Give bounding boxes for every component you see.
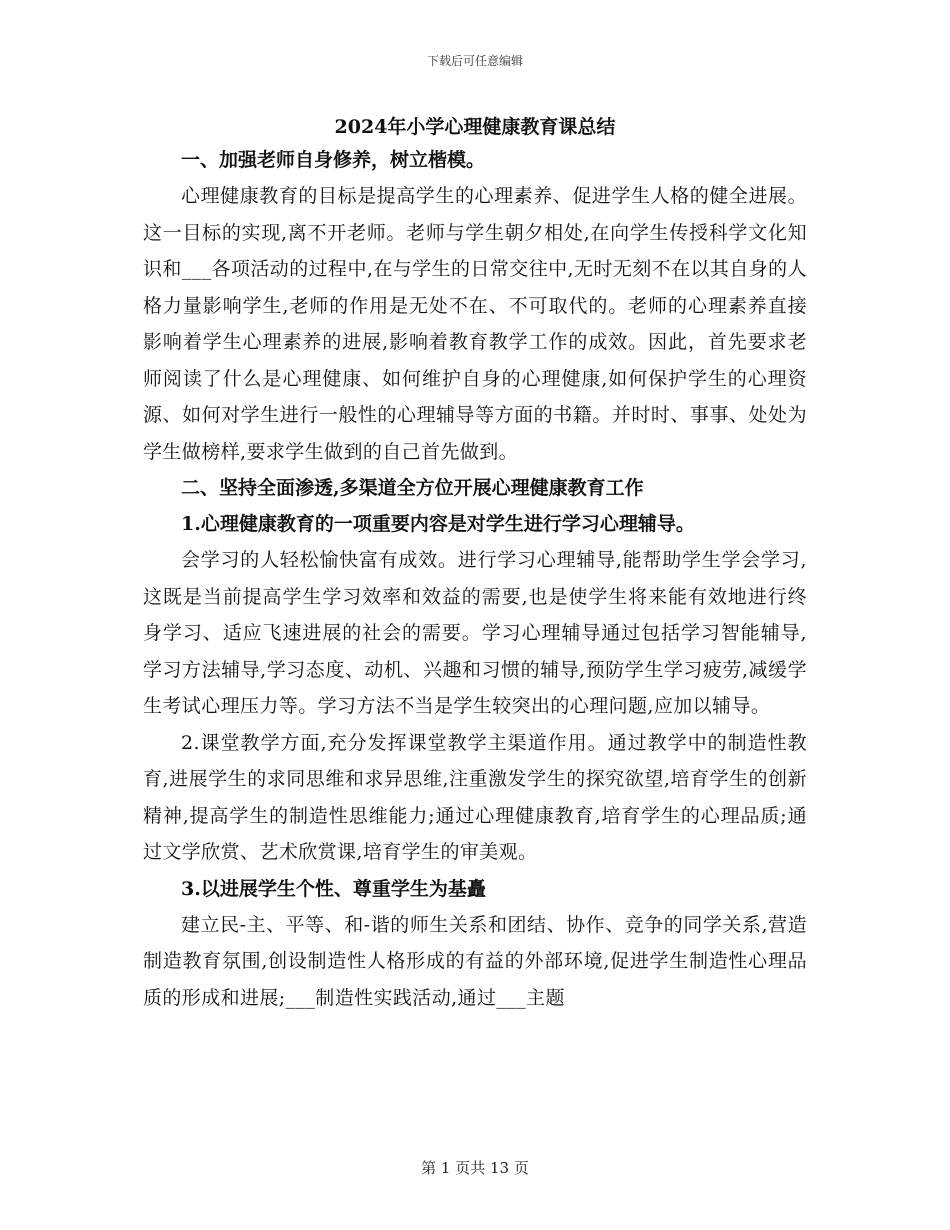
paragraph: 建立民-主、平等、和-谐的师生关系和团结、协作、竞争的同学关系,营造制造教育氛围,创设制造性人格形成的有益的外部环境,促进学生制造性心理品质的形成和进展;___制造性实践活动,通过___主题 bbox=[143, 913, 807, 1009]
page-header: 下载后可任意编辑 bbox=[426, 54, 523, 68]
page-footer: 第 1 页共 13 页 bbox=[421, 1159, 529, 1177]
section-heading: 3.以进展学生个性、尊重学生为基矗 bbox=[181, 877, 486, 900]
document-body bbox=[143, 112, 807, 1016]
paragraph: 会学习的人轻松愉快富有成效。进行学习心理辅导,能帮助学生学会学习,这既是当前提高学生学习效率和效益的需要,也是使学生将来能有效地进行终身学习、适应飞速进展的社会的需要。学习心理辅导通过包括学习智能辅导,学习方法辅导,学习态度、动机、兴趣和习惯的辅导,预防学生学习疲劳,减缓学生考试心理压力等。学习方法不当是学生较突出的心理问题,应加以辅导。 bbox=[143, 549, 807, 717]
paragraph: 2.课堂教学方面,充分发挥课堂教学主渠道作用。通过教学中的制造性教育,进展学生的求同思维和求异思维,注重激发学生的探究欲望,培育学生的创新精神,提高学生的制造性思维能力;通过心理健康教育,培育学生的心理品质;通过文学欣赏、艺术欣赏课,培育学生的审美观。 bbox=[143, 731, 807, 863]
section-heading: 1.心理健康教育的一项重要内容是对学生进行学习心理辅导。 bbox=[181, 513, 695, 535]
section-heading: 二、坚持全面渗透,多渠道全方位开展心理健康教育工作 bbox=[181, 477, 644, 499]
section-heading: 一、加强老师自身修养，树立楷模。 bbox=[181, 149, 486, 171]
document-title: 2024年小学心理健康教育课总结 bbox=[334, 116, 616, 138]
paragraph: 心理健康教育的目标是提高学生的心理素养、促进学生人格的健全进展。这一目标的实现,离不开老师。老师与学生朝夕相处,在向学生传授科学文化知识和___各项活动的过程中,在与学生的日常交往中,无时无刻不在以其自身的人格力量影响学生,老师的作用是无处不在、不可取代的。老师的心理素养直接影响着学生心理素养的进展,影响着教育教学工作的成效。因此，首先要求老师阅读了什么是心理健康、如何维护自身的心理健康,如何保护学生的心理资源、如何对学生进行一般性的心理辅导等方面的书籍。并时时、事事、处处为学生做榜样,要求学生做到的自己首先做到。 bbox=[143, 185, 807, 463]
